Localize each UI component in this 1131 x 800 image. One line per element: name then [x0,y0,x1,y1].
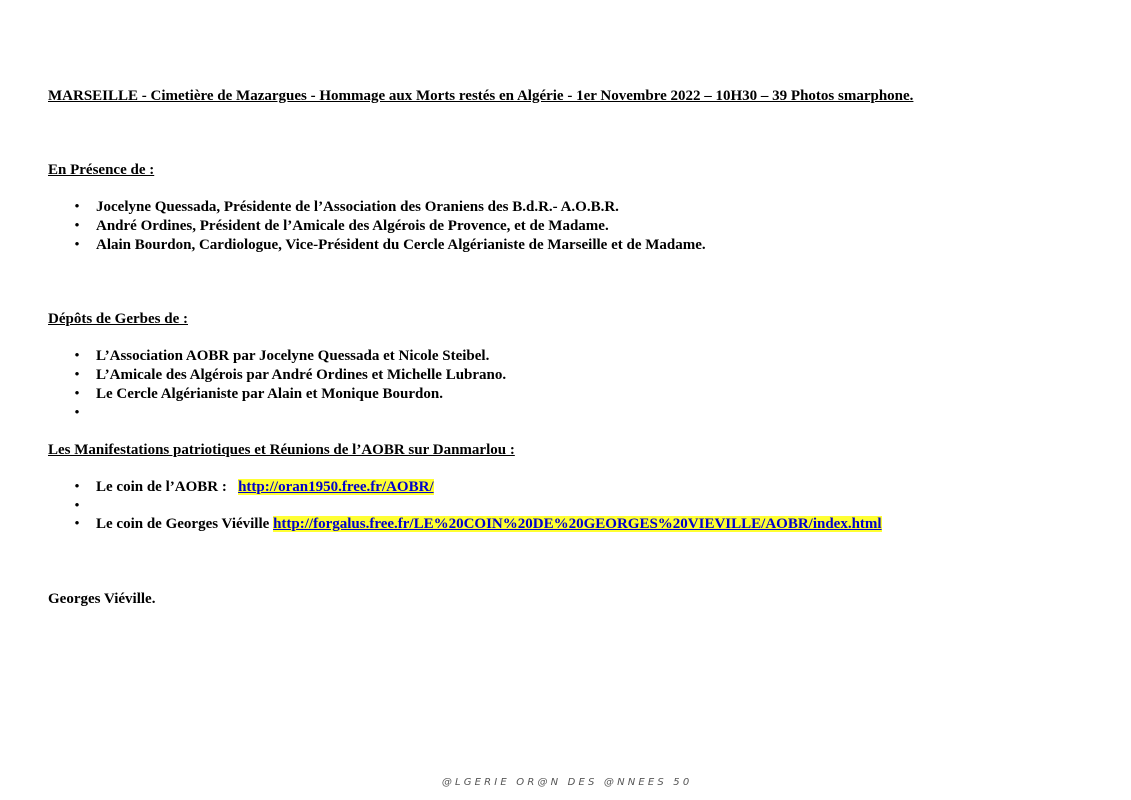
aobr-link[interactable]: http://oran1950.free.fr/AOBR/ [238,479,434,495]
bullet-icon: • [74,516,80,532]
manifestations-heading: Les Manifestations patriotiques et Réunions de l’AOBR sur Danmarlou : [48,442,515,458]
document-title: MARSEILLE - Cimetière de Mazargues - Hommage aux Morts restés en Algérie - 1er Novembre 2022 – 10H30 – 39 Photos smarphone. [48,88,914,104]
bullet-icon: • [74,405,80,421]
list-item-text: L’Amicale des Algérois par André Ordines et Michelle Lubrano. [96,367,507,383]
list-item [0,198,1000,216]
list-item-text: André Ordines, Président de l’Amicale des Algérois de Provence, et de Madame. [96,218,609,234]
list-item [0,385,1000,403]
bullet-icon: • [74,199,80,215]
list-item [0,347,1000,365]
bullet-icon: • [74,367,80,383]
list-item [0,217,1000,235]
list-item [0,404,1000,422]
bullet-icon: • [74,218,80,234]
list-item [0,478,1000,496]
list-item-text: Jocelyne Quessada, Présidente de l’Association des Oraniens des B.d.R.- A.O.B.R. [96,199,619,215]
bullet-icon: • [74,348,80,364]
presence-heading: En Présence de : [48,162,155,178]
depots-heading: Dépôts de Gerbes de : [48,311,188,327]
georges-link[interactable]: http://forgalus.free.fr/LE%20COIN%20DE%20GEORGES%20VIEVILLE/AOBR/index.html [273,516,882,532]
bullet-icon: • [74,479,80,495]
page-footer: @ L G E R I E O R @ N D E S @ N N E E S 5 0 [441,777,690,788]
list-item-text: L’Association AOBR par Jocelyne Quessada et Nicole Steibel. [96,348,490,364]
list-item-text: Le Cercle Algérianiste par Alain et Monique Bourdon. [96,386,443,402]
aobr-corner-label: Le coin de l’AOBR : [96,479,227,495]
list-item-text [96,515,882,533]
list-item-text [96,478,434,496]
list-item [0,497,1000,515]
bullet-icon: • [74,498,80,514]
signature: Georges Viéville. [48,591,156,607]
georges-corner-label: Le coin de Georges Viéville [96,516,270,532]
list-item [0,236,1000,254]
bullet-icon: • [74,237,80,253]
bullet-icon: • [74,386,80,402]
list-item [0,515,1000,533]
list-item [0,366,1000,384]
list-item-text: Alain Bourdon, Cardiologue, Vice-Président du Cercle Algérianiste de Marseille et de Madame. [96,237,706,253]
